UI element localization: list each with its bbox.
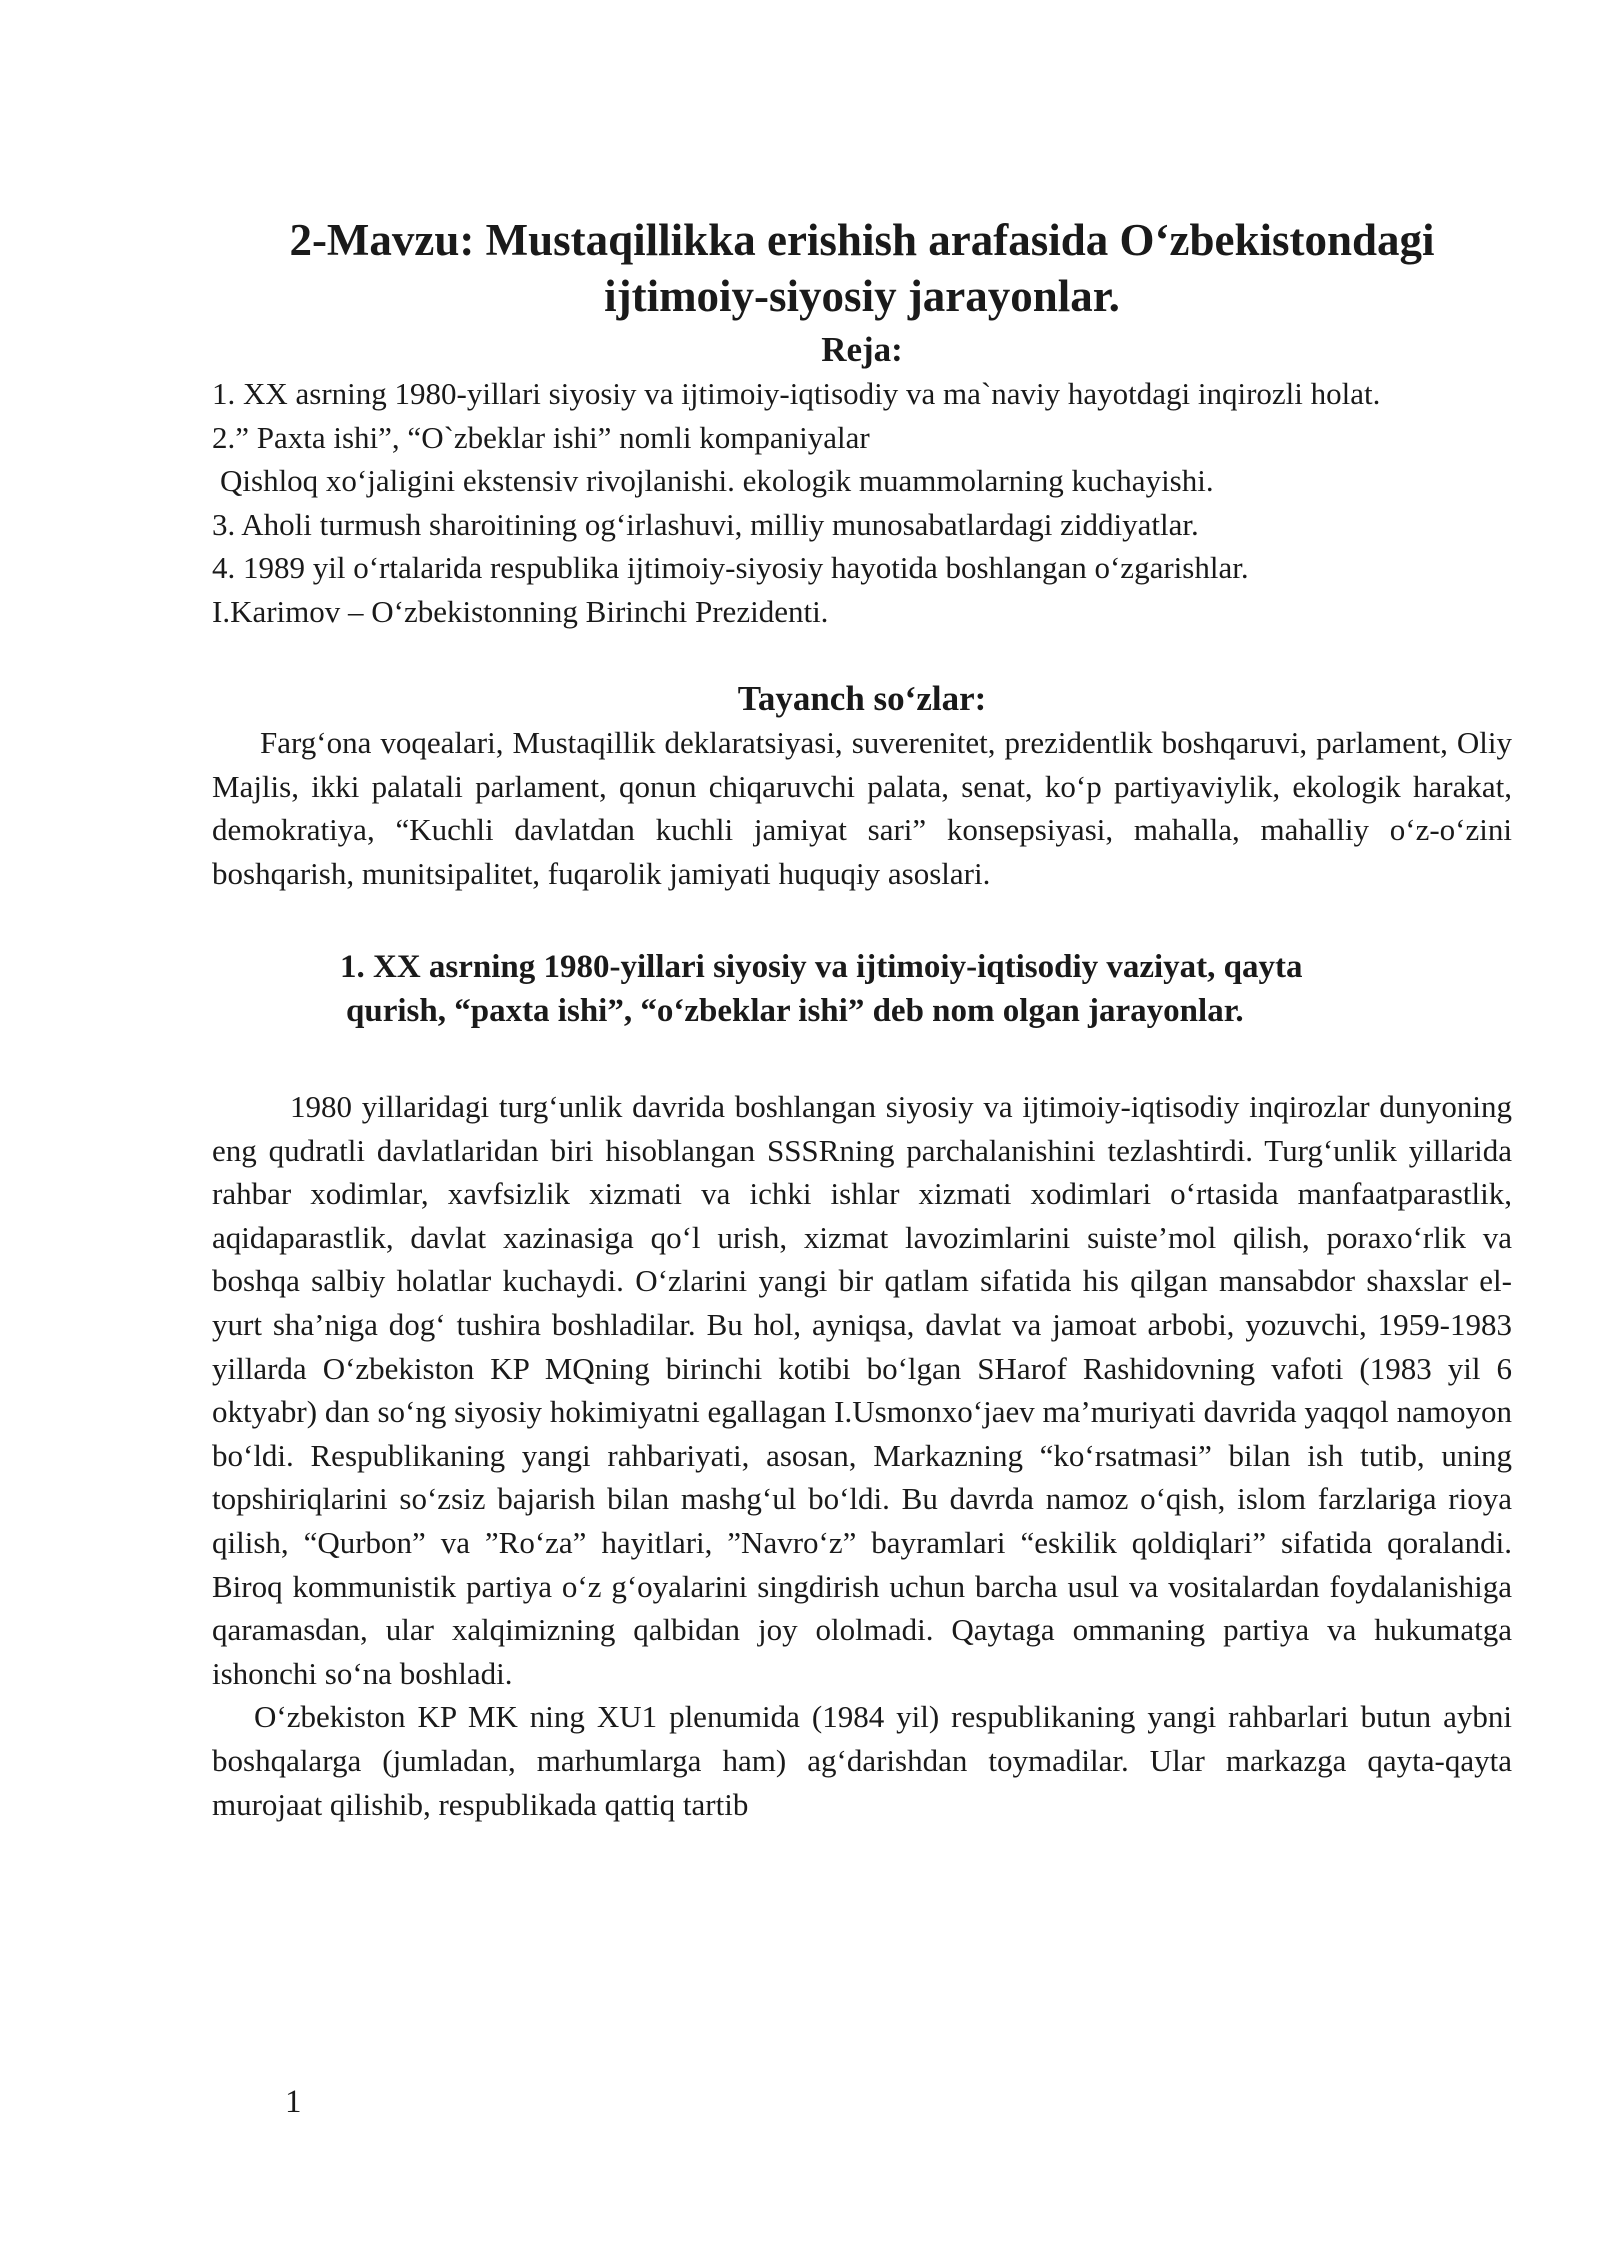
body-text — [212, 1085, 1512, 1826]
plan-item: 4. 1989 yil o‘rtalarida respublika ijtimoiy-siyosiy hayotida boshlangan o‘zgarishlar. — [212, 550, 1249, 585]
plan-item: 3. Aholi turmush sharoitining og‘irlashuvi, milliy munosabatlardagi ziddiyatlar. — [212, 506, 1199, 542]
plan-item: 1. XX asrning 1980-yillari siyosiy va ijtimoiy-iqtisodiy va ma`naviy hayotdagi inqirozli holat. — [212, 376, 1381, 411]
title-line-1: 2-Mavzu: Mustaqillikka erishish arafasida O‘zbekistondagi — [289, 215, 1435, 265]
section-heading — [212, 945, 1400, 1033]
keywords-heading: Tayanch so‘zlar: — [737, 679, 987, 718]
document-title — [212, 212, 1512, 324]
plan-item: I.Karimov – O‘zbekistonning Birinchi Prezidenti. — [212, 593, 829, 629]
page-number: 1 — [285, 2084, 302, 2120]
section-heading-line-2: qurish, “paxta ishi”, “o‘zbeklar ishi” deb nom olgan jarayonlar. — [346, 993, 1244, 1029]
plan-item: Qishloq xo‘jaligini ekstensiv rivojlanishi. ekologik muammolarning kuchayishi. — [220, 463, 1214, 498]
plan-heading: Reja: — [821, 330, 903, 369]
paragraph: 1980 yillaridagi turg‘unlik davrida boshlangan siyosiy va ijtimoiy-iqtisodiy inqirozlar dunyoning eng qudratli davlatlaridan biri hisoblangan SSSRning parchalanishini tezlashtirdi. Turg‘unlik yillarida rahbar xodimlar, xavfsizlik xizmati va ichki ishlar xizmati xodimlari o‘rtasida manfaatparastlik, aqidaparastlik, davlat xazinasiga qo‘l urish, xizmat lavozimlarini suiste’mol qilish, poraxo‘rlik va boshqa salbiy holatlar kuchaydi. O‘zlarini yangi bir qatlam sifatida his qilgan mansabdor shaxslar el-yurt sha’niga dog‘ tushira boshladilar. Bu hol, ayniqsa, davlat va jamoat arbobi, yozuvchi, 1959-1983 yillarda O‘zbekiston KP MQning birinchi kotibi bo‘lgan SHarof Rashidovning vafoti (1983 yil 6 oktyabr) dan so‘ng siyosiy hokimiyatni egallagan I.Usmonxo‘jaev ma’muriyati davrida yaqqol namoyon bo‘ldi. Respublikaning yangi rahbariyati, asosan, Markazning “ko‘rsatmasi” bilan ish tutib, uning topshiriqlarini so‘zsiz bajarish bilan mashg‘ul bo‘ldi. Bu davrda namoz o‘qish, islom farzlariga rioya qilish, “Qurbon” va ”Ro‘za” hayitlari, ”Navro‘z” bayramlari “eskilik qoldiqlari” sifatida qoralandi. Biroq kommunistik partiya o‘z g‘oyalarini singdirish uchun barcha usul va vositalardan foydalanishiga qaramasdan, ular xalqimizning qalbidan joy ololmadi. Qaytaga ommaning partiya va hukumatga ishonchi so‘na boshladi. — [212, 1089, 1512, 1691]
keywords-text: Farg‘ona voqealari, Mustaqillik deklaratsiyasi, suverenitet, prezidentlik boshqaruvi, parlament, Oliy Majlis, ikki palatali parlament, qonun chiqaruvchi palata, senat, ko‘p partiyaviylik, ekologik harakat, demokratiya, “Kuchli davlatdan kuchli jamiyat sari” konsepsiyasi, mahalla, mahalliy o‘z-o‘zini boshqarish, munitsipalitet, fuqarolik jamiyati huquqiy asoslari. — [212, 725, 1512, 891]
title-line-2: ijtimoiy-siyosiy jarayonlar. — [604, 271, 1120, 321]
plan-item: 2.” Paxta ishi”, “O`zbeklar ishi” nomli kompaniyalar — [212, 419, 870, 455]
paragraph: O‘zbekiston KP MK ning XU1 plenumida (1984 yil) respublikaning yangi rahbarlari butun aybni boshqalarga (jumladan, marhumlarga ham) ag‘darishdan toymadilar. Ular markazga qayta-qayta murojaat qilishib, respublikada qattiq tartib — [212, 1699, 1512, 1822]
document-page — [212, 212, 1512, 1826]
section-heading-line-1: 1. XX asrning 1980-yillari siyosiy va ijtimoiy-iqtisodiy vaziyat, qayta — [340, 949, 1303, 985]
plan-list — [212, 372, 1512, 633]
